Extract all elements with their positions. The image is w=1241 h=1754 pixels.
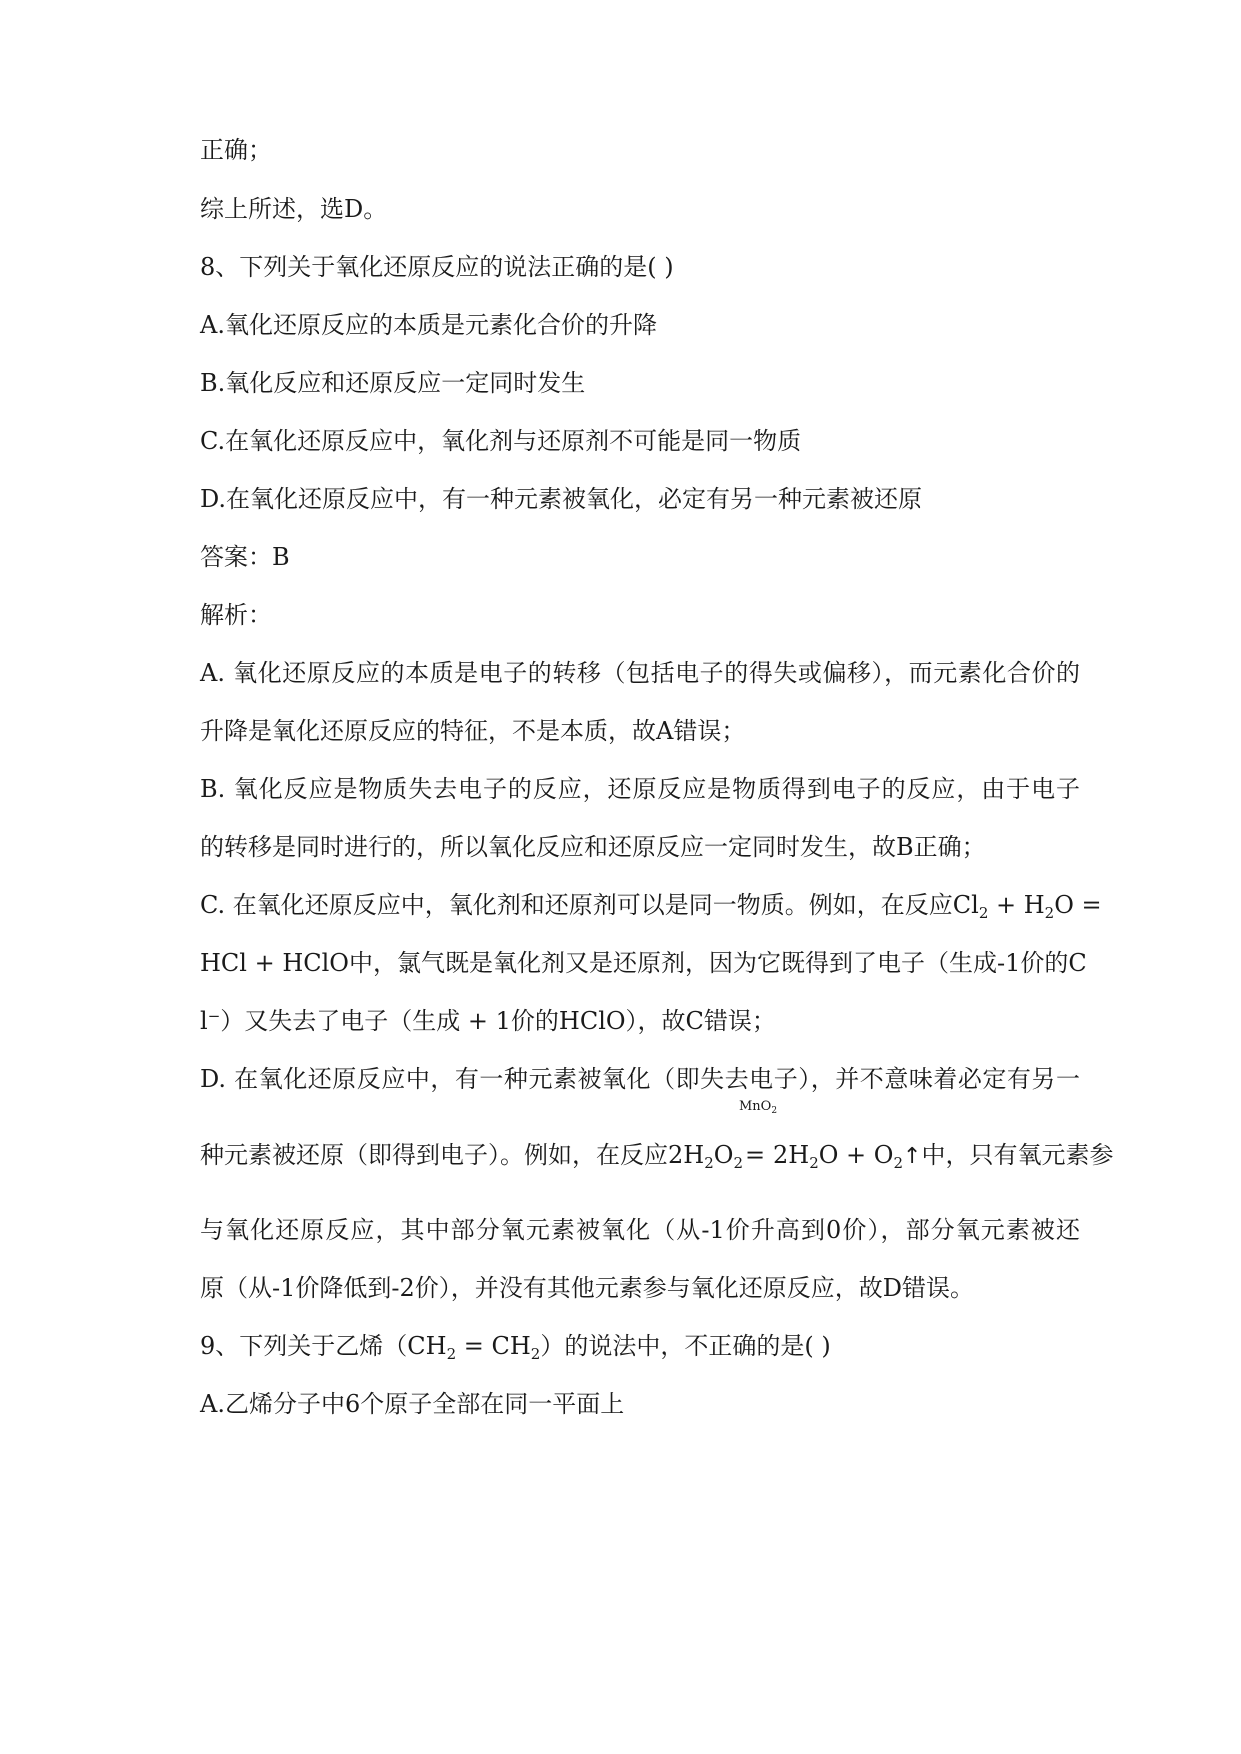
option-a: A.氧化还原反应的本质是元素化合价的升降 xyxy=(200,311,657,339)
analysis-heading: 解析： xyxy=(200,601,272,629)
text-line: 综上所述，选D。 xyxy=(200,195,388,223)
question-9: 9、下列关于乙烯$(CH_2 = CH_2)$的说法中，不正确的是( ) xyxy=(200,1332,831,1363)
explanation-d-line-2: 种元素被还原（即得到电子）。例如，在反应$2H_2O_2$ MnO$_2$ = $2H_2O$ + $O_2↑$中，只有氧元素参 xyxy=(200,1099,1114,1172)
chemical-formula: $Cl_2 + H_2O$ = xyxy=(952,891,1102,922)
answer: 答案：B xyxy=(200,543,290,571)
text-line: 正确； xyxy=(200,136,272,164)
option-d: D.在氧化还原反应中，有一种元素被氧化，必定有另一种元素被还原 xyxy=(200,485,923,513)
explanation-d-line-1: D. 在氧化还原反应中，有一种元素被氧化（即失去电子），并不意味着必定有另一 xyxy=(200,1065,1080,1093)
explanation-b-line-2: 的转移是同时进行的，所以氧化反应和还原反应一定同时发生，故B正确； xyxy=(200,833,986,861)
gas-arrow-icon: ↑ xyxy=(903,1144,922,1169)
option-a: A.乙烯分子中6个原子全部在同一平面上 xyxy=(200,1390,625,1418)
explanation-c-line-2: HCl + HClO中，氯气既是氧化剂又是还原剂，因为它既得到了电子（生成-1价的C xyxy=(200,949,1087,977)
reaction-condition: MnO$_2$ = xyxy=(738,1099,778,1169)
option-b: B.氧化反应和还原反应一定同时发生 xyxy=(200,369,586,397)
explanation-c-line-3: l−）又失去了电子（生成 + 1价的HClO），故C错误； xyxy=(200,1007,776,1035)
explanation-c-line-1: C. 在氧化还原反应中，氧化剂和还原剂可以是同一物质。例如，在反应$Cl_2 + H_2O$ = xyxy=(200,891,1102,922)
reaction-equation: $2H_2O_2$ MnO$_2$ = $2H_2O$ + $O_2↑$ xyxy=(668,1099,922,1172)
explanation-b-line-1: B. 氧化反应是物质失去电子的反应，还原反应是物质得到电子的反应，由于电子 xyxy=(200,775,1080,803)
explanation-d-line-4: 原（从-1价降低到-2价），并没有其他元素参与氧化还原反应，故D错误。 xyxy=(200,1274,974,1302)
option-c: C.在氧化还原反应中，氧化剂与还原剂不可能是同一物质 xyxy=(200,427,802,455)
explanation-a-line-1: A. 氧化还原反应的本质是电子的转移（包括电子的得失或偏移），而元素化合价的 xyxy=(200,659,1080,687)
explanation-d-line-3: 与氧化还原反应，其中部分氧元素被氧化（从-1价升高到0价），部分氧元素被还 xyxy=(200,1216,1080,1244)
chemical-formula: $CH_2 = CH_2$ xyxy=(407,1332,541,1363)
question-8: 8、下列关于氧化还原反应的说法正确的是( ) xyxy=(200,253,674,281)
explanation-a-line-2: 升降是氧化还原反应的特征，不是本质，故A错误； xyxy=(200,717,746,745)
